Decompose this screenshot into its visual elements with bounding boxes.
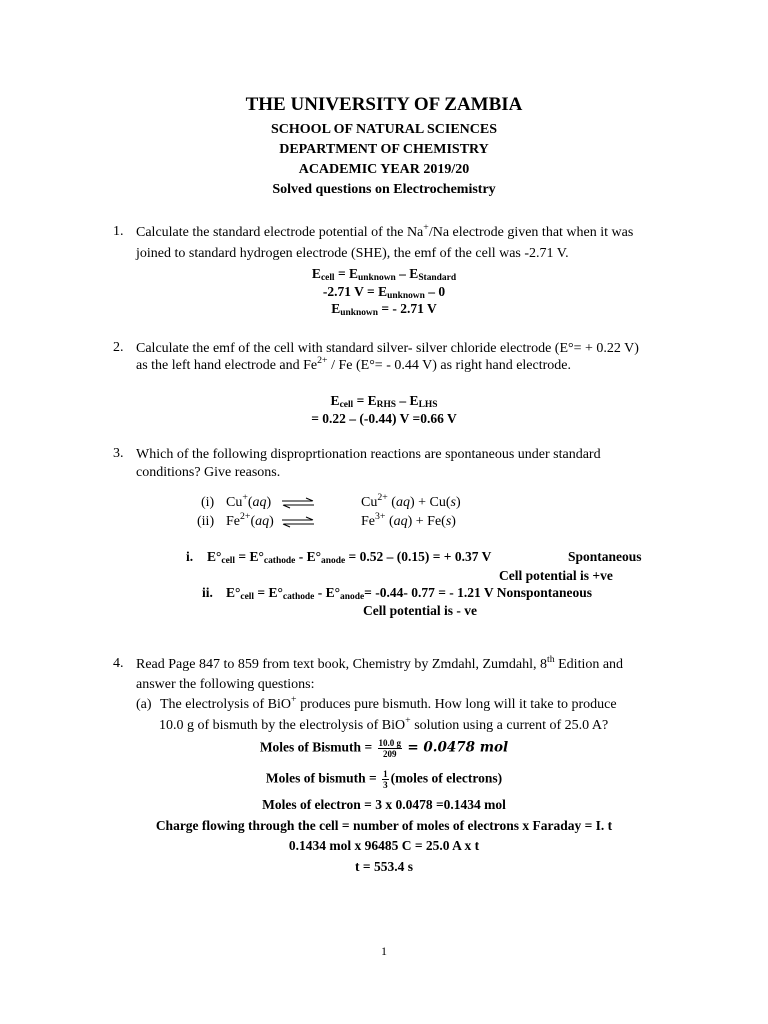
question-4-line-1: Read Page 847 to 859 from text book, Chemistry by Zmdahl, Zumdahl, 8th Edition and [136,654,624,672]
reaction-1-label: (i) [201,495,215,510]
moles-of-electron-step: Moles of electron = 3 x 0.0478 =0.1434 mol [262,797,506,812]
reaction-1-reactant: Cu+(aq) [226,492,272,510]
document-subtitle: Solved questions on Electrochemistry [272,182,496,197]
question-1-equation-1: $E_{cell} = E_{unknown} - E_{Standard}$ [311,266,457,283]
question-2-equation-1: $E_{cell} = E_{RHS} - E_{LHS}$ [330,393,438,410]
equilibrium-arrow-icon [280,516,316,528]
answer-1-verdict: Spontaneous [568,549,642,564]
question-2-line-2: as the left hand electrode and $Fe^{2+}$ / Fe (E°= - 0.44 V) as right hand electrode. [136,355,571,373]
question-1-equation-2: -2.71 $V = E_{unknown} - 0$ [322,284,446,301]
answer-1-calculation: $E^\circ_{cell} = E^\circ_{cathode} - E^\circ_{anode} = 0.52 - (0.15)$ = + 0.37 V [207,549,492,566]
reaction-2-products: $Fe^{3+}$ (aq) + Fe(s) [361,511,456,529]
question-3-number: 3. [113,446,124,461]
question-4-line-2: answer the following questions: [136,677,315,692]
charge-equation-step: 0.1434 mol x 96485 C = 25.0 A x t [288,838,480,853]
reaction-2-reactant: $Fe^{2+}(aq)$ [226,511,274,529]
question-2-answer: = 0.22 – (-0.44) V =0.66 V [311,411,457,426]
academic-year: ACADEMIC YEAR 2019/20 [298,162,470,177]
reaction-1-products: $Cu^{2+}$ (aq) + Cu(s) [361,492,461,510]
department-name: DEPARTMENT OF CHEMISTRY [279,142,489,157]
answer-2-calculation: $E^\circ_{cell} = E^\circ_{cathode} - E^\circ_{anode}= -0.44-$ 0.77 = - 1.21 V Nonspontaneous [226,585,593,602]
question-3-line-2: conditions? Give reasons. [136,465,281,480]
document-title: THE UNIVERSITY OF ZAMBIA [245,94,523,115]
school-name: SCHOOL OF NATURAL SCIENCES [271,122,497,137]
question-1-number: 1. [113,224,124,239]
answer-2-note: Cell potential is - ve [363,603,477,618]
part-a-line-2: 10.0 g of bismuth by the electrolysis of BiO+ solution using a current of 25.0 A? [159,715,609,733]
question-2-line-1: Calculate the emf of the cell with standard silver- silver chloride electrode (E°= + 0.22 V) [136,341,639,356]
question-1-line-1: Calculate the standard electrode potential of the Na+/Na electrode given that when it was [136,222,634,240]
part-a-line-1: The electrolysis of BiO+ produces pure bismuth. How long will it take to produce [160,694,617,712]
part-a-label: (a) [136,697,152,712]
question-1-line-2: joined to standard hydrogen electrode (SHE), the emf of the cell was -2.71 V. [136,246,569,261]
reaction-2-label: (ii) [197,514,215,529]
question-1-answer: $E_{unknown}$ = - 2.71 V [331,301,437,318]
question-2-number: 2. [113,340,124,355]
moles-of-bismuth-step: Moles of Bismuth = $\frac{10.0 g}{209}$ = 0.0478 mol [259,738,509,759]
answer-1-label: i. [186,549,194,564]
charge-flow-step: Charge flowing through the cell = number of moles of electrons x Faraday = I. t [155,818,613,833]
time-answer: t = 553.4 s [355,859,413,874]
equilibrium-arrow-icon [280,497,316,509]
question-3-line-1: Which of the following disproprtionation reactions are spontaneous under standard [136,447,601,462]
question-4-number: 4. [113,656,124,671]
page-number: 1 [381,944,387,958]
moles-ratio-step: Moles of bismuth = $\frac{1}{3}$ (moles of electrons) [265,769,503,790]
answer-2-label: ii. [202,585,213,600]
answer-1-note: Cell potential is +ve [499,568,613,583]
